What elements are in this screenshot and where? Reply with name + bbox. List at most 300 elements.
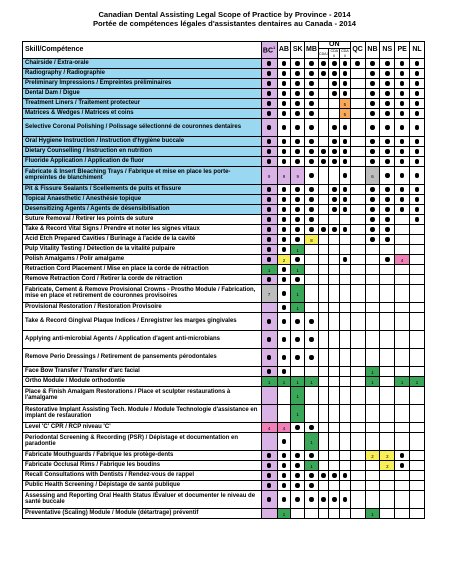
permitted-dot-icon — [295, 355, 300, 360]
cell-pe — [395, 224, 410, 234]
cell-ns — [380, 274, 395, 284]
cell-bc — [261, 274, 277, 284]
title-french: Portée de compétences légales d'assistantes dentaires au Canada - 2014 — [92, 19, 357, 28]
permitted-dot-icon — [309, 61, 314, 66]
cell-nb — [365, 78, 380, 88]
cell-bc — [261, 254, 277, 264]
cell-ab — [277, 254, 291, 264]
cell-sk — [291, 422, 305, 432]
cell-ns — [380, 68, 395, 78]
cell-ab — [277, 118, 291, 136]
cell-on-cda-i — [318, 386, 329, 404]
cell-on-cda-ii-a — [329, 302, 340, 312]
permitted-dot-icon — [309, 355, 314, 360]
skill-label: Remove Retraction Cord / Retirer la corde de rétraction — [23, 274, 262, 284]
cell-bc — [261, 376, 277, 386]
cell-bc — [261, 470, 277, 480]
table-body — [23, 58, 425, 518]
table-row — [23, 136, 425, 146]
cell-on-cda-i — [318, 78, 329, 88]
permitted-dot-icon — [282, 139, 287, 144]
cell-on-cda-ii-b — [340, 136, 351, 146]
cell-nl — [410, 214, 425, 224]
cell-sk — [291, 450, 305, 460]
cell-pe — [395, 348, 410, 366]
permitted-dot-icon — [400, 207, 405, 212]
skill-label: Suture Removal / Retirer les points de suture — [23, 214, 262, 224]
cell-mb — [305, 348, 319, 366]
cell-sk — [291, 214, 305, 224]
footnote-number: 1 — [310, 379, 313, 385]
cell-pe — [395, 366, 410, 376]
cell-qc — [350, 432, 365, 450]
cell-bc — [261, 194, 277, 204]
permitted-dot-icon — [267, 319, 272, 324]
cell-mb — [305, 274, 319, 284]
permitted-dot-icon — [309, 187, 314, 192]
permitted-dot-icon — [370, 237, 375, 242]
skill-label: Pit & Fissure Sealants / Scellements de puits et fissure — [23, 184, 262, 194]
cell-on-cda-i — [318, 470, 329, 480]
table-row — [23, 58, 425, 68]
permitted-dot-icon — [267, 101, 272, 106]
cell-pe — [395, 330, 410, 348]
permitted-dot-icon — [267, 217, 272, 222]
column-header-nl: NL — [410, 42, 425, 59]
table-row — [23, 254, 425, 264]
permitted-dot-icon — [332, 473, 337, 478]
cell-nb — [365, 224, 380, 234]
permitted-dot-icon — [309, 473, 314, 478]
cell-qc — [350, 204, 365, 214]
cell-nb — [365, 184, 380, 194]
cell-on-cda-i — [318, 450, 329, 460]
cell-on-cda-ii-a — [329, 108, 340, 118]
cell-ns — [380, 118, 395, 136]
cell-nb — [365, 508, 380, 518]
cell-mb — [305, 254, 319, 264]
permitted-dot-icon — [385, 61, 390, 66]
cell-ab — [277, 312, 291, 330]
column-header-pe: PE — [395, 42, 410, 59]
cell-on-cda-ii-b — [340, 312, 351, 330]
cell-mb — [305, 234, 319, 244]
cell-sk — [291, 88, 305, 98]
footnote-number: 1 — [415, 379, 419, 385]
cell-bc — [261, 166, 277, 184]
cell-nb — [365, 312, 380, 330]
footnote-number: 5 — [343, 111, 347, 117]
cell-on-cda-ii-b — [340, 330, 351, 348]
on-subcolumn-cda-ii-b: CDA II — [341, 49, 349, 58]
permitted-dot-icon — [415, 101, 420, 106]
table-row — [23, 166, 425, 184]
permitted-dot-icon — [282, 187, 287, 192]
cell-on-cda-ii-b — [340, 146, 351, 156]
cell-on-cda-ii-b — [340, 264, 351, 274]
cell-sk — [291, 166, 305, 184]
footnote-number: 1 — [296, 305, 299, 311]
cell-ab — [277, 234, 291, 244]
cell-ab — [277, 330, 291, 348]
cell-qc — [350, 264, 365, 274]
cell-nl — [410, 224, 425, 234]
cell-mb — [305, 88, 319, 98]
permitted-dot-icon — [370, 159, 375, 164]
cell-on-cda-ii-a — [329, 146, 340, 156]
permitted-dot-icon — [309, 227, 314, 232]
cell-ns — [380, 88, 395, 98]
cell-bc — [261, 214, 277, 224]
cell-on-cda-ii-a — [329, 68, 340, 78]
permitted-dot-icon — [332, 159, 337, 164]
cell-ab — [277, 376, 291, 386]
table-row — [23, 404, 425, 422]
permitted-dot-icon — [415, 139, 420, 144]
permitted-dot-icon — [415, 149, 420, 154]
table-row — [23, 460, 425, 470]
permitted-dot-icon — [400, 111, 405, 116]
cell-on-cda-i — [318, 312, 329, 330]
skill-label: Restorative Implant Assisting Tech. Module / Module Technologie d'assistance en implant de restauration — [23, 404, 262, 422]
permitted-dot-icon — [295, 187, 300, 192]
permitted-dot-icon — [295, 111, 300, 116]
footnote-number: 1 — [282, 379, 286, 385]
cell-nb — [365, 118, 380, 136]
cell-bc — [261, 108, 277, 118]
cell-sk — [291, 386, 305, 404]
permitted-dot-icon — [282, 111, 287, 116]
permitted-dot-icon — [309, 71, 314, 76]
permitted-dot-icon — [295, 463, 300, 468]
cell-qc — [350, 366, 365, 376]
cell-nb — [365, 432, 380, 450]
permitted-dot-icon — [332, 71, 337, 76]
cell-on-cda-i — [318, 68, 329, 78]
cell-on-cda-ii-a — [329, 432, 340, 450]
skill-label: Matrices & Wedges / Matrices et coins — [23, 108, 262, 118]
cell-ab — [277, 366, 291, 376]
permitted-dot-icon — [385, 227, 390, 232]
cell-ns — [380, 480, 395, 490]
cell-on-cda-i — [318, 366, 329, 376]
permitted-dot-icon — [385, 159, 390, 164]
table-row — [23, 284, 425, 302]
cell-qc — [350, 78, 365, 88]
cell-on-cda-ii-b — [340, 214, 351, 224]
cell-pe — [395, 450, 410, 460]
cell-ab — [277, 194, 291, 204]
permitted-dot-icon — [295, 91, 300, 96]
cell-ab — [277, 404, 291, 422]
cell-nl — [410, 184, 425, 194]
permitted-dot-icon — [385, 257, 390, 262]
permitted-dot-icon — [370, 187, 375, 192]
permitted-dot-icon — [295, 61, 300, 66]
permitted-dot-icon — [415, 71, 420, 76]
table-row — [23, 78, 425, 88]
cell-qc — [350, 274, 365, 284]
cell-nl — [410, 166, 425, 184]
permitted-dot-icon — [370, 81, 375, 86]
cell-on-cda-ii-a — [329, 460, 340, 470]
cell-on-cda-ii-a — [329, 204, 340, 214]
permitted-dot-icon — [282, 207, 287, 212]
permitted-dot-icon — [309, 111, 314, 116]
cell-nl — [410, 118, 425, 136]
permitted-dot-icon — [332, 227, 337, 232]
cell-ab — [277, 480, 291, 490]
cell-pe — [395, 214, 410, 224]
cell-ab — [277, 78, 291, 88]
table-row — [23, 224, 425, 234]
cell-pe — [395, 58, 410, 68]
cell-bc — [261, 366, 277, 376]
cell-nl — [410, 450, 425, 460]
cell-nb — [365, 470, 380, 480]
cell-ns — [380, 264, 395, 274]
footnote-number: 9 — [267, 173, 271, 179]
cell-nl — [410, 78, 425, 88]
permitted-dot-icon — [343, 71, 348, 76]
cell-on-cda-i — [318, 480, 329, 490]
cell-nl — [410, 404, 425, 422]
cell-bc — [261, 450, 277, 460]
permitted-dot-icon — [282, 305, 287, 310]
permitted-dot-icon — [400, 149, 405, 154]
footnote-number: 9 — [282, 173, 286, 179]
permitted-dot-icon — [282, 291, 287, 296]
permitted-dot-icon — [370, 149, 375, 154]
cell-on-cda-i — [318, 204, 329, 214]
permitted-dot-icon — [385, 197, 390, 202]
cell-ab — [277, 264, 291, 274]
permitted-dot-icon — [321, 149, 326, 154]
cell-mb — [305, 508, 319, 518]
skill-label: Fabricate, Cement & Remove Provisional Crowns - Prostho Module / Fabrication, mise en place et retirement de couronnes provisoires — [23, 284, 262, 302]
skill-label: Place & Finish Amalgam Restorations / Place et sculpter restaurations à l'amalgame — [23, 386, 262, 404]
cell-ns — [380, 386, 395, 404]
footnote-number: 1 — [296, 267, 299, 273]
cell-ab — [277, 470, 291, 480]
cell-qc — [350, 460, 365, 470]
cell-bc — [261, 244, 277, 254]
table-row — [23, 244, 425, 254]
cell-on-cda-i — [318, 194, 329, 204]
cell-qc — [350, 470, 365, 480]
cell-on-cda-i — [318, 348, 329, 366]
cell-qc — [350, 422, 365, 432]
permitted-dot-icon — [309, 173, 314, 178]
cell-mb — [305, 146, 319, 156]
cell-qc — [350, 348, 365, 366]
table-row — [23, 302, 425, 312]
cell-sk — [291, 274, 305, 284]
cell-on-cda-i — [318, 184, 329, 194]
cell-ab — [277, 166, 291, 184]
cell-nl — [410, 264, 425, 274]
cell-qc — [350, 450, 365, 460]
permitted-dot-icon — [415, 61, 420, 66]
permitted-dot-icon — [332, 91, 337, 96]
permitted-dot-icon — [267, 237, 272, 242]
permitted-dot-icon — [343, 227, 348, 232]
cell-nl — [410, 58, 425, 68]
permitted-dot-icon — [282, 217, 287, 222]
permitted-dot-icon — [295, 101, 300, 106]
cell-nb — [365, 136, 380, 146]
table-row — [23, 450, 425, 460]
cell-on-cda-ii-a — [329, 274, 340, 284]
permitted-dot-icon — [267, 139, 272, 144]
cell-qc — [350, 244, 365, 254]
permitted-dot-icon — [343, 207, 348, 212]
cell-nl — [410, 146, 425, 156]
cell-qc — [350, 404, 365, 422]
permitted-dot-icon — [332, 81, 337, 86]
cell-on-cda-i — [318, 432, 329, 450]
cell-nl — [410, 68, 425, 78]
permitted-dot-icon — [385, 101, 390, 106]
cell-bc — [261, 284, 277, 302]
table-row — [23, 432, 425, 450]
permitted-dot-icon — [282, 227, 287, 232]
skill-label: Recall Consultations with Dentists / Rendez-vous de rappel — [23, 470, 262, 480]
cell-nb — [365, 386, 380, 404]
cell-on-cda-i — [318, 156, 329, 166]
cell-nl — [410, 422, 425, 432]
cell-nb — [365, 58, 380, 68]
cell-bc — [261, 98, 277, 108]
permitted-dot-icon — [282, 369, 287, 374]
permitted-dot-icon — [415, 217, 420, 222]
cell-nl — [410, 366, 425, 376]
permitted-dot-icon — [267, 81, 272, 86]
permitted-dot-icon — [370, 139, 375, 144]
cell-mb — [305, 68, 319, 78]
cell-on-cda-ii-a — [329, 508, 340, 518]
footnote-number: 1 — [282, 511, 286, 517]
cell-nl — [410, 470, 425, 480]
cell-on-cda-i — [318, 254, 329, 264]
cell-on-cda-ii-b — [340, 450, 351, 460]
cell-on-cda-i — [318, 58, 329, 68]
cell-mb — [305, 330, 319, 348]
cell-qc — [350, 68, 365, 78]
cell-nb — [365, 460, 380, 470]
cell-pe — [395, 312, 410, 330]
cell-pe — [395, 404, 410, 422]
cell-bc — [261, 78, 277, 88]
cell-mb — [305, 422, 319, 432]
cell-sk — [291, 508, 305, 518]
footnote-number: 1 — [371, 369, 374, 375]
cell-nl — [410, 432, 425, 450]
cell-nb — [365, 234, 380, 244]
cell-nl — [410, 348, 425, 366]
cell-bc — [261, 480, 277, 490]
permitted-dot-icon — [267, 483, 272, 488]
cell-qc — [350, 108, 365, 118]
permitted-dot-icon — [332, 497, 337, 502]
cell-ns — [380, 460, 395, 470]
cell-on-cda-ii-b — [340, 78, 351, 88]
cell-on-cda-ii-b — [340, 184, 351, 194]
cell-on-cda-ii-a — [329, 58, 340, 68]
cell-nl — [410, 284, 425, 302]
cell-ab — [277, 184, 291, 194]
footnote-number: 2 — [371, 453, 374, 459]
table-row — [23, 490, 425, 508]
permitted-dot-icon — [282, 159, 287, 164]
cell-sk — [291, 284, 305, 302]
skill-label: Ortho Module / Module orthodontie — [23, 376, 262, 386]
permitted-dot-icon — [415, 81, 420, 86]
cell-pe — [395, 264, 410, 274]
cell-on-cda-ii-a — [329, 136, 340, 146]
cell-mb — [305, 470, 319, 480]
cell-sk — [291, 490, 305, 508]
cell-bc — [261, 204, 277, 214]
cell-mb — [305, 156, 319, 166]
permitted-dot-icon — [355, 61, 360, 66]
cell-nl — [410, 274, 425, 284]
cell-mb — [305, 204, 319, 214]
cell-on-cda-i — [318, 330, 329, 348]
cell-ns — [380, 376, 395, 386]
permitted-dot-icon — [332, 149, 337, 154]
cell-mb — [305, 490, 319, 508]
skill-label: Fabricate & Insert Bleaching Trays / Fabrique et mise en place les porte-empreintes de blanchiment — [23, 166, 262, 184]
permitted-dot-icon — [309, 453, 314, 458]
cell-on-cda-ii-b — [340, 166, 351, 184]
cell-on-cda-ii-b — [340, 254, 351, 264]
permitted-dot-icon — [267, 369, 272, 374]
table-row — [23, 88, 425, 98]
permitted-dot-icon — [267, 61, 272, 66]
cell-ab — [277, 156, 291, 166]
skill-label: Pulp Vitality Testing / Détection de la vitalité pulpaire — [23, 244, 262, 254]
permitted-dot-icon — [385, 125, 390, 130]
cell-pe — [395, 98, 410, 108]
cell-on-cda-i — [318, 508, 329, 518]
cell-on-cda-ii-b — [340, 348, 351, 366]
cell-on-cda-ii-a — [329, 422, 340, 432]
cell-on-cda-ii-b — [340, 108, 351, 118]
cell-sk — [291, 68, 305, 78]
cell-on-cda-i — [318, 166, 329, 184]
permitted-dot-icon — [321, 227, 326, 232]
cell-on-cda-ii-a — [329, 118, 340, 136]
permitted-dot-icon — [370, 197, 375, 202]
cell-ab — [277, 244, 291, 254]
permitted-dot-icon — [282, 497, 287, 502]
cell-bc — [261, 490, 277, 508]
permitted-dot-icon — [295, 473, 300, 478]
cell-ns — [380, 136, 395, 146]
cell-ab — [277, 274, 291, 284]
cell-qc — [350, 184, 365, 194]
cell-on-cda-i — [318, 98, 329, 108]
cell-bc — [261, 264, 277, 274]
cell-mb — [305, 244, 319, 254]
table-row — [23, 480, 425, 490]
permitted-dot-icon — [282, 267, 287, 272]
footnote-number: 1 — [296, 411, 299, 417]
cell-pe — [395, 146, 410, 156]
cell-bc — [261, 386, 277, 404]
table-row — [23, 98, 425, 108]
